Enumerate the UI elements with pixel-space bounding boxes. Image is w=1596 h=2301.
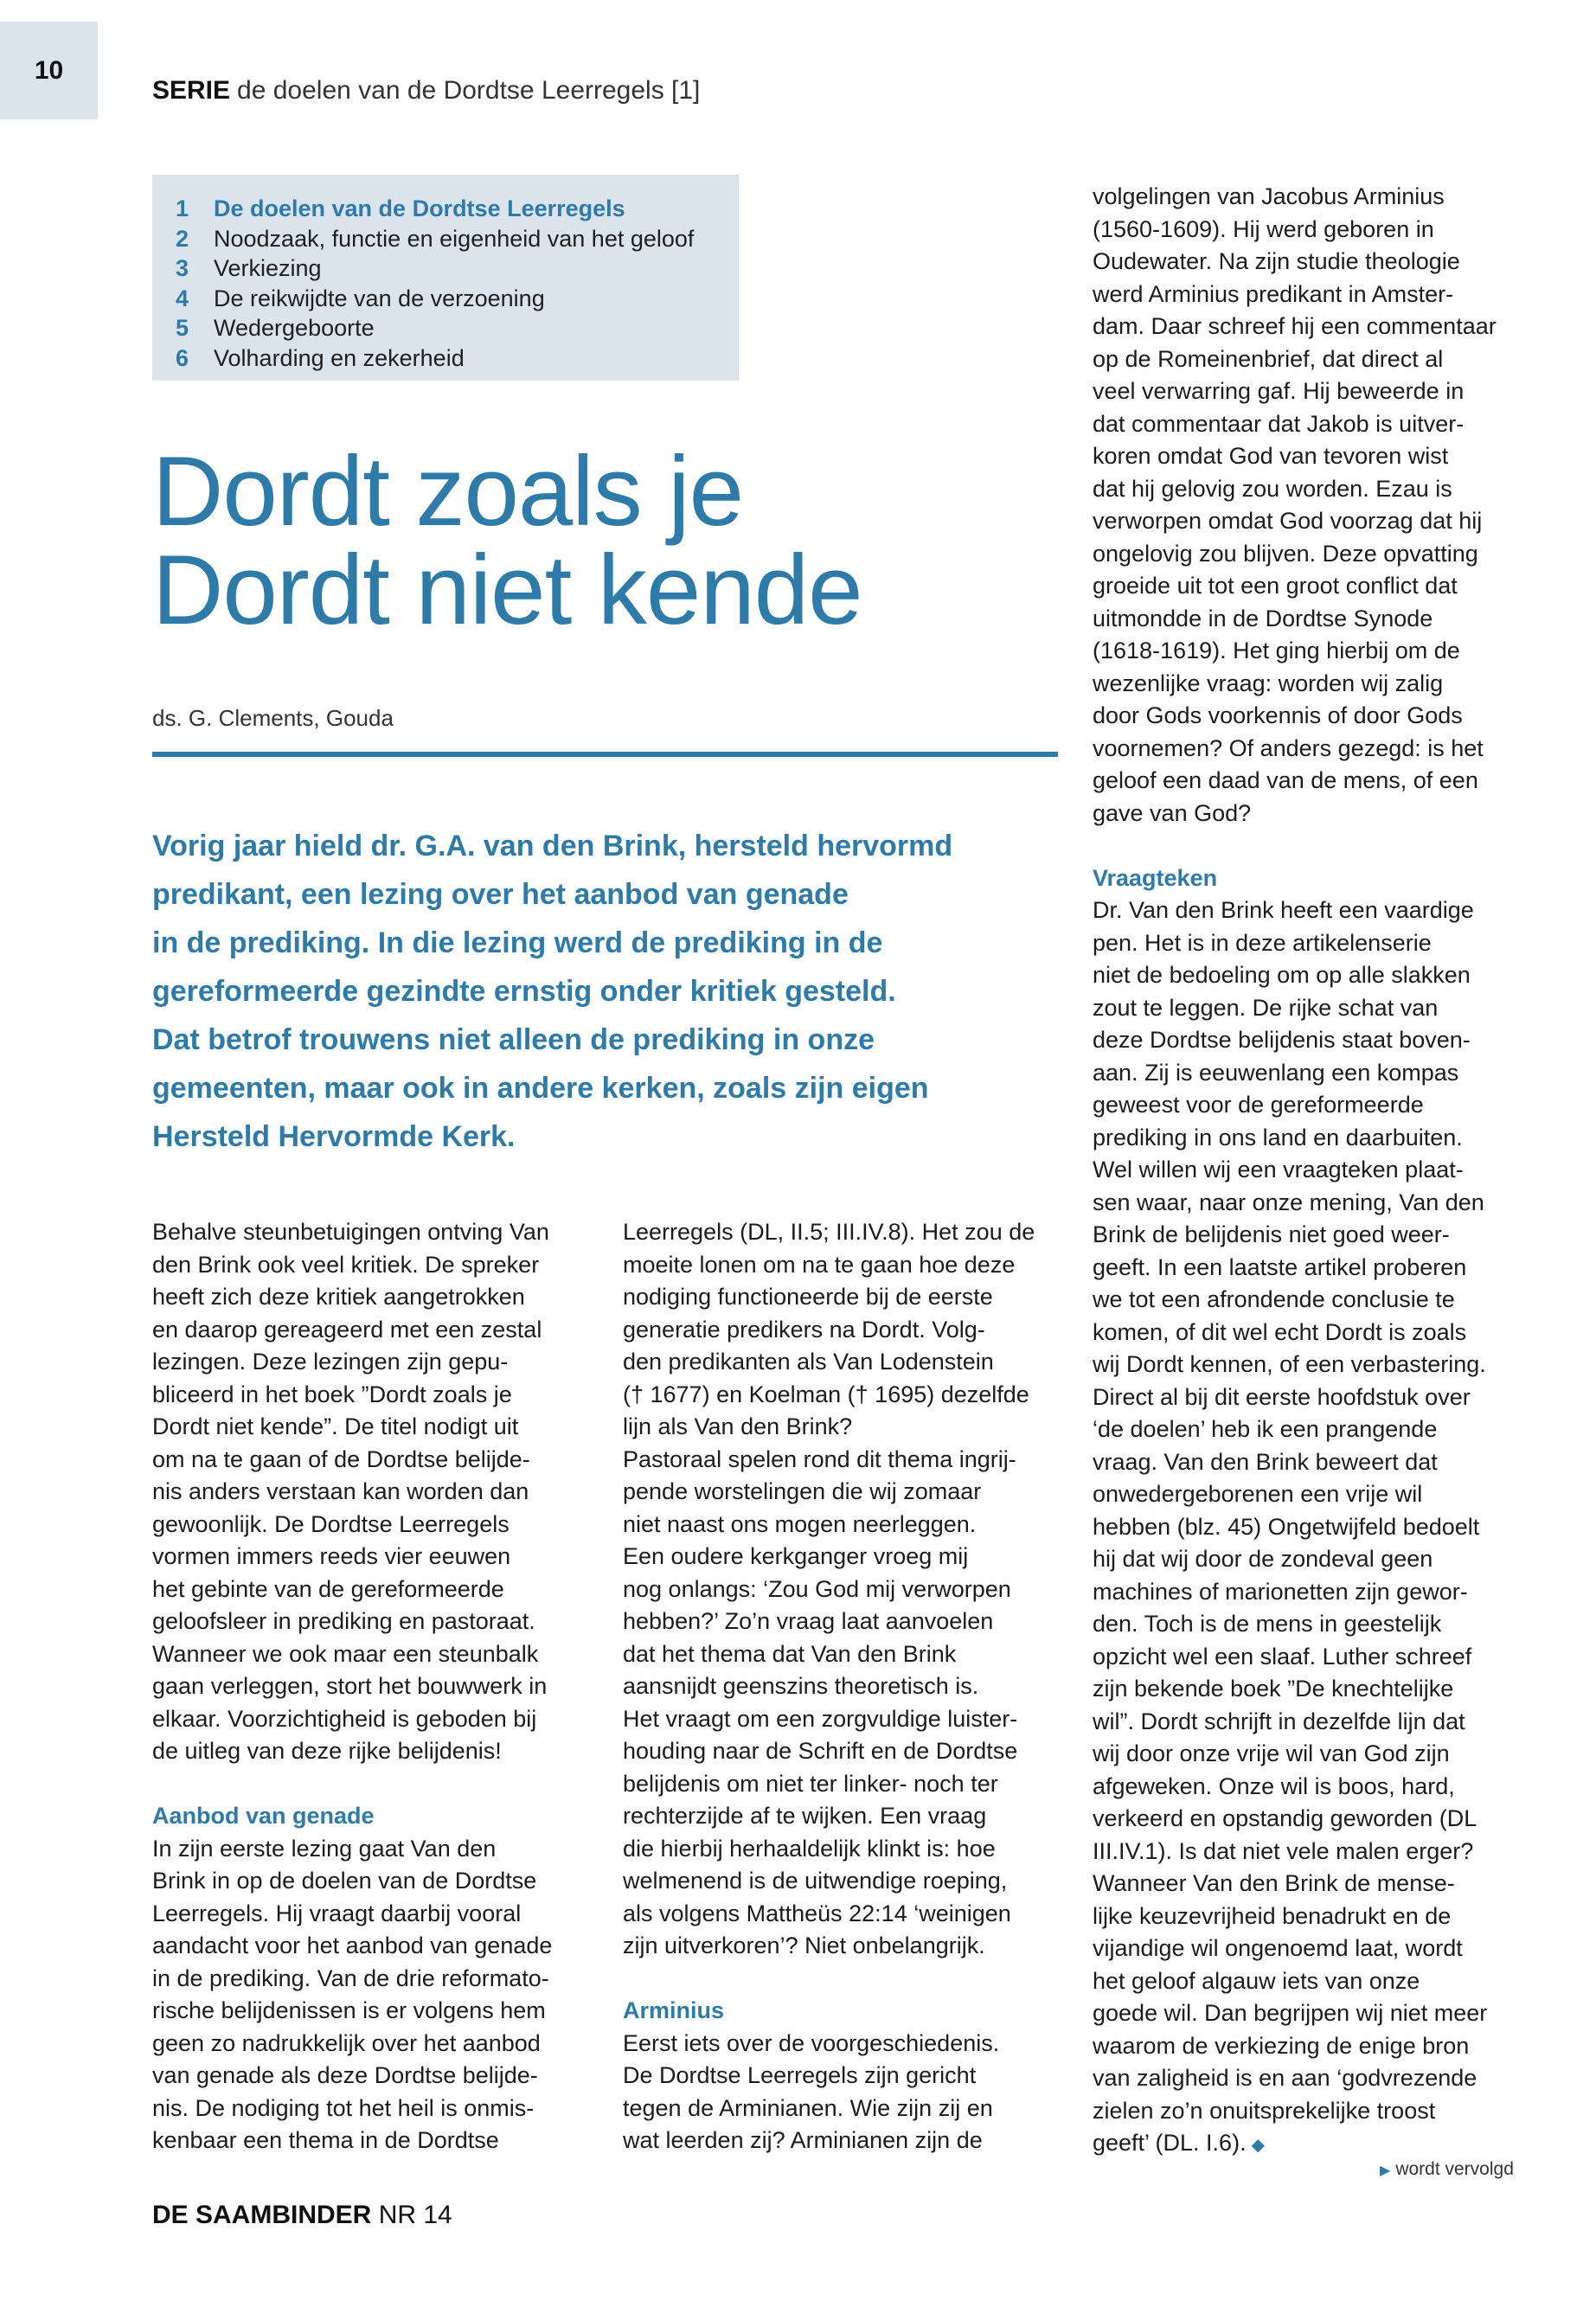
series-item-label: Verkiezing: [214, 255, 322, 281]
text-line: belijdenis om niet ter linker- noch ter: [623, 1770, 998, 1797]
series-item-number: 1: [176, 195, 189, 221]
text-line: Hersteld Hervormde Kerk.: [152, 1120, 516, 1153]
text-line: den predikanten als Van Lodenstein: [623, 1349, 994, 1375]
series-item: [176, 194, 739, 224]
text-line: komen, of dit wel echt Dordt is zoals: [1093, 1318, 1467, 1345]
text-line: verworpen omdat God voorzag dat hij: [1093, 508, 1483, 534]
title-divider: [152, 752, 1058, 757]
text-line: goede wil. Dan begrijpen wij niet meer: [1093, 2000, 1488, 2026]
article-title-line-2: Dordt niet kende: [152, 535, 862, 645]
text-line: het gebinte van de gereformeerde: [152, 1575, 504, 1602]
column-1-body: [152, 1833, 602, 2157]
text-line: Dr. Van den Brink heeft een vaardige: [1093, 897, 1474, 923]
text-line: tegen de Arminianen. Wie zijn zij en: [623, 2094, 993, 2121]
text-line: door Gods voorkennis of door Gods: [1093, 702, 1463, 728]
text-line: afgeweken. Onze wil is boos, hard,: [1093, 1772, 1455, 1799]
text-line: hij dat wij door de zondeval geen: [1093, 1546, 1433, 1572]
text-line: geeft. In een laatste artikel proberen: [1093, 1253, 1467, 1280]
article-title: [152, 437, 1017, 645]
series-item-label: Noodzaak, functie en eigenheid van het geloof: [214, 225, 695, 252]
text-line: in de prediking. Van de drie reformato-: [152, 1965, 549, 1991]
text-line: elkaar. Voorzichtigheid is geboden bij: [152, 1705, 537, 1732]
text-line: opzicht wel een slaaf. Luther schreef: [1093, 1643, 1472, 1670]
text-line: generatie predikers na Dordt. Volg-: [623, 1316, 985, 1343]
text-line: voornemen? Of anders gezegd: is het: [1093, 734, 1484, 761]
text-line: verkeerd en opstandig geworden (DL: [1093, 1805, 1477, 1831]
series-item-number: 4: [176, 285, 189, 311]
text-line: wil”. Dordt schrijft in dezelfde lijn dat: [1093, 1708, 1465, 1734]
text-line: gereformeerde gezindte ernstig onder kritiek gesteld.: [152, 975, 896, 1008]
text-line: III.IV.1). Is dat niet vele malen erger?: [1093, 1837, 1474, 1864]
series-item-number: 6: [176, 344, 189, 371]
text-line: Pastoraal spelen rond dit thema ingrij-: [623, 1445, 1016, 1472]
text-line: vraag. Van den Brink beweert dat: [1093, 1448, 1438, 1475]
text-line: wij door onze vrije wil van God zijn: [1093, 1740, 1450, 1766]
text-line: Dordt niet kende”. De titel nodigt uit: [152, 1413, 519, 1439]
text-line: van zaligheid is en aan ‘godvrezende: [1093, 2065, 1477, 2091]
text-line: pen. Het is in deze artikelenserie: [1093, 929, 1432, 956]
text-line: predikant, een lezing over het aanbod van genade: [152, 878, 849, 911]
text-line: rechterzijde af te wijken. Een vraag: [623, 1803, 987, 1829]
running-header: [152, 76, 700, 106]
text-line: veel verwarring gaf. Hij beweerde in: [1093, 378, 1465, 404]
text-line: hebben (blz. 45) Ongetwijfeld bedoelt: [1093, 1513, 1480, 1540]
text-line: De Dordtse Leerregels zijn gericht: [623, 2062, 977, 2088]
text-line: Direct al bij dit eerste hoofdstuk over: [1093, 1383, 1471, 1410]
text-line: aansnijdt geenszins theoretisch is.: [623, 1673, 979, 1699]
text-line: zielen zo’n onuitsprekelijke troost: [1093, 2097, 1436, 2124]
text-line: dat het thema dat Van den Brink: [623, 1640, 957, 1667]
text-line: niet naast ons mogen neerleggen.: [623, 1510, 977, 1537]
text-line: gewoonlijk. De Dordtse Leerregels: [152, 1510, 510, 1537]
lead-paragraph: [152, 822, 1035, 1161]
publication-name: DE SAAMBINDER: [152, 2201, 372, 2229]
text-line: Wanneer we ook maar een steunbalk: [152, 1640, 539, 1667]
text-line: heeft zich deze kritiek aangetrokken: [152, 1284, 525, 1310]
text-line: Oudewater. Na zijn studie theologie: [1093, 248, 1460, 274]
text-line: (1560-1609). Hij werd geboren in: [1093, 215, 1434, 242]
series-title: de doelen van de Dordtse Leerregels [1]: [237, 76, 701, 105]
series-item: [176, 253, 739, 284]
text-line: Eerst iets over de voorgeschiedenis.: [623, 2029, 1000, 2056]
text-line: uitmondde in de Dordtse Synode: [1093, 605, 1433, 631]
text-line: sen waar, naar onze mening, Van den: [1093, 1189, 1484, 1215]
text-line: dat commentaar dat Jakob is uitver-: [1093, 410, 1465, 437]
text-line: de uitleg van deze rijke belijdenis!: [152, 1738, 502, 1764]
text-line: pende worstelingen die wij zomaar: [623, 1478, 982, 1504]
column-2-body: [623, 1216, 1073, 1963]
text-line: nis anders verstaan kan worden dan: [152, 1478, 529, 1504]
series-item-label: De reikwijdte van de verzoening: [214, 285, 545, 311]
text-line: machines of marionetten zijn gewor-: [1093, 1578, 1468, 1605]
article-title-line-1: Dordt zoals je: [152, 437, 743, 547]
subhead-aanbod-van-genade: Aanbod van genade: [152, 1803, 375, 1829]
column-2-arminius-body: [623, 2028, 1073, 2157]
text-line: Leerregels. Hij vraagt daarbij vooral: [152, 1900, 522, 1926]
byline: ds. G. Clements, Gouda: [152, 705, 394, 731]
text-line: gave van God?: [1093, 799, 1252, 826]
series-item: [176, 313, 739, 343]
text-line: Dat betrof trouwens niet alleen de prediking in onze: [152, 1023, 875, 1056]
text-line: houding naar de Schrift en de Dordtse: [623, 1738, 1018, 1764]
to-be-continued: [1380, 2159, 1514, 2180]
series-item-label: Volharding en zekerheid: [214, 344, 465, 371]
text-line: Wanneer Van den Brink de mense-: [1093, 1870, 1455, 1896]
text-line: bliceerd in het boek ”Dordt zoals je: [152, 1381, 512, 1407]
text-line: om na te gaan of de Dordtse belijde-: [152, 1445, 530, 1472]
text-line: zijn bekende boek ”De knechtelijke: [1093, 1676, 1454, 1702]
column-3-last-line: [1093, 2127, 1564, 2163]
text-line: geloofsleer in prediking en pastoraat.: [152, 1608, 535, 1634]
text-line: onwedergeborenen een vrije wil: [1093, 1481, 1423, 1507]
text-line: werd Arminius predikant in Amster-: [1093, 280, 1454, 307]
series-overview-box: [152, 175, 739, 381]
subhead-arminius: Arminius: [623, 1997, 725, 2023]
text-line: groeide uit tot een groot conflict dat: [1093, 573, 1458, 599]
text-line: kenbaar een thema in de Dordtse: [152, 2127, 499, 2153]
series-item: [176, 224, 739, 254]
to-be-continued-text: wordt vervolgd: [1395, 2159, 1514, 2179]
text-line: rische belijdenissen is er volgens hem: [152, 1997, 546, 2023]
text-line: ‘de doelen’ heb ik een prangende: [1093, 1416, 1438, 1442]
column-1: [152, 1216, 602, 2157]
text-line: koren omdat God van tevoren wist: [1093, 443, 1449, 469]
text-line: lezingen. Deze lezingen zijn gepu-: [152, 1349, 509, 1375]
text-line: volgelingen van Jacobus Arminius: [1093, 183, 1445, 209]
footer: [152, 2201, 452, 2230]
column-1-intro: [152, 1216, 602, 1768]
text-line: Behalve steunbetuigingen ontving Van: [152, 1219, 549, 1245]
text-line: Brink in op de doelen van de Dordtse: [152, 1868, 537, 1894]
text-line: gaan verleggen, stort het bouwwerk in: [152, 1673, 548, 1699]
series-item-label: De doelen van de Dordtse Leerregels: [214, 195, 625, 221]
text-line: dat hij gelovig zou worden. Ezau is: [1093, 475, 1452, 502]
subhead-vraagteken: Vraagteken: [1093, 864, 1218, 891]
text-line: Vorig jaar hield dr. G.A. van den Brink, hersteld hervormd: [152, 830, 953, 862]
text-line: Brink de belijdenis niet goed weer-: [1093, 1221, 1450, 1247]
text-line: nodiging functioneerde bij de eerste: [623, 1284, 993, 1310]
series-item-number: 3: [176, 255, 189, 281]
column-3-body: [1093, 181, 1564, 830]
text-line: geweest voor de gereformeerde: [1093, 1092, 1424, 1118]
text-line: en daarop gereageerd met een zestal: [152, 1316, 542, 1343]
text-line: als volgens Mattheüs 22:14 ‘weinigen: [623, 1900, 1011, 1926]
text-line: op de Romeinenbrief, dat direct al: [1093, 345, 1444, 372]
text-line: Wel willen wij een vraagteken plaat-: [1093, 1157, 1464, 1183]
text-line: lijn als Van den Brink?: [623, 1413, 853, 1439]
series-item-label: Wedergeboorte: [214, 315, 375, 341]
text-line: zout te leggen. De rijke schat van: [1093, 994, 1439, 1021]
text-line: hebben?’ Zo’n vraag laat aanvoelen: [623, 1608, 994, 1634]
text-line: († 1677) en Koelman († 1695) dezelfde: [623, 1381, 1029, 1407]
text-line: prediking in ons land en daarbuiten.: [1093, 1124, 1463, 1150]
text-line: Een oudere kerkganger vroeg mij: [623, 1543, 969, 1569]
text-line: welmenend is de uitwendige roeping,: [623, 1868, 1008, 1894]
text-line: vormen immers reeds vier eeuwen: [152, 1543, 511, 1569]
text-line: zijn uitverkoren’? Niet onbelangrijk.: [623, 1932, 985, 1958]
issue-number: NR 14: [378, 2201, 452, 2229]
series-label: SERIE: [152, 76, 231, 105]
text-line: dam. Daar schreef hij een commentaar: [1093, 313, 1497, 339]
text-line: den Brink ook veel kritiek. De spreker: [152, 1251, 540, 1278]
text-line: die hierbij herhaaldelijk klinkt is: hoe: [623, 1835, 996, 1862]
column-3: [1093, 181, 1564, 2163]
text-line: waarom de verkiezing de enige bron: [1093, 2032, 1470, 2059]
page-number: 10: [0, 22, 98, 119]
text-line: van genade als deze Dordtse belijde-: [152, 2062, 538, 2088]
text-line: gemeenten, maar ook in andere kerken, zoals zijn eigen: [152, 1072, 929, 1105]
text-line: wezenlijke vraag: worden wij zalig: [1093, 670, 1444, 696]
series-item: [176, 284, 739, 314]
text-line: nis. De nodiging tot het heil is onmis-: [152, 2094, 535, 2121]
text-line: aan. Zij is eeuwenlang een kompas: [1093, 1059, 1459, 1086]
text-line: Het vraagt om een zorgvuldige luister-: [623, 1705, 1018, 1732]
text-line: In zijn eerste lezing gaat Van den: [152, 1835, 497, 1862]
text-line: niet de bedoeling om op alle slakken: [1093, 962, 1471, 988]
column-2: [623, 1216, 1073, 2157]
text-line: moeite lonen om na te gaan hoe deze: [623, 1251, 1016, 1278]
text-line: ongelovig zou blijven. Deze opvatting: [1093, 540, 1478, 567]
triangle-right-icon: ▶: [1380, 2163, 1391, 2178]
text-line: den. Toch is de mens in geestelijk: [1093, 1611, 1442, 1637]
text-line: deze Dordtse belijdenis staat boven-: [1093, 1027, 1471, 1053]
column-3-vraagteken-body: [1093, 894, 1564, 2127]
text-line: wat leerden zij? Arminianen zijn de: [623, 2127, 983, 2153]
text-line: wij Dordt kennen, of een verbastering.: [1093, 1351, 1486, 1377]
last-line-text: geeft’ (DL. I.6).: [1093, 2130, 1247, 2156]
text-line: Leerregels (DL, II.5; III.IV.8). Het zou de: [623, 1219, 1035, 1245]
series-item-number: 5: [176, 315, 189, 341]
text-line: (1618-1619). Het ging hierbij om de: [1093, 638, 1460, 663]
text-line: geloof een daad van de mens, of een: [1093, 767, 1478, 793]
text-line: geen zo nadrukkelijk over het aanbod: [152, 2029, 541, 2056]
text-line: vijandige wil ongenoemd laat, wordt: [1093, 1935, 1463, 1961]
text-line: in de prediking. In die lezing werd de prediking in de: [152, 926, 883, 959]
series-item-number: 2: [176, 225, 189, 252]
series-item: [176, 343, 739, 374]
end-mark-diamond-icon: ◆: [1251, 2136, 1265, 2155]
text-line: we tot een afrondende conclusie te: [1093, 1286, 1455, 1312]
text-line: nog onlangs: ‘Zou God mij verworpen: [623, 1575, 1011, 1602]
text-line: aandacht voor het aanbod van genade: [152, 1932, 553, 1958]
text-line: het geloof algauw iets van onze: [1093, 1967, 1420, 1994]
text-line: lijke keuzevrijheid benadrukt en de: [1093, 1902, 1452, 1929]
